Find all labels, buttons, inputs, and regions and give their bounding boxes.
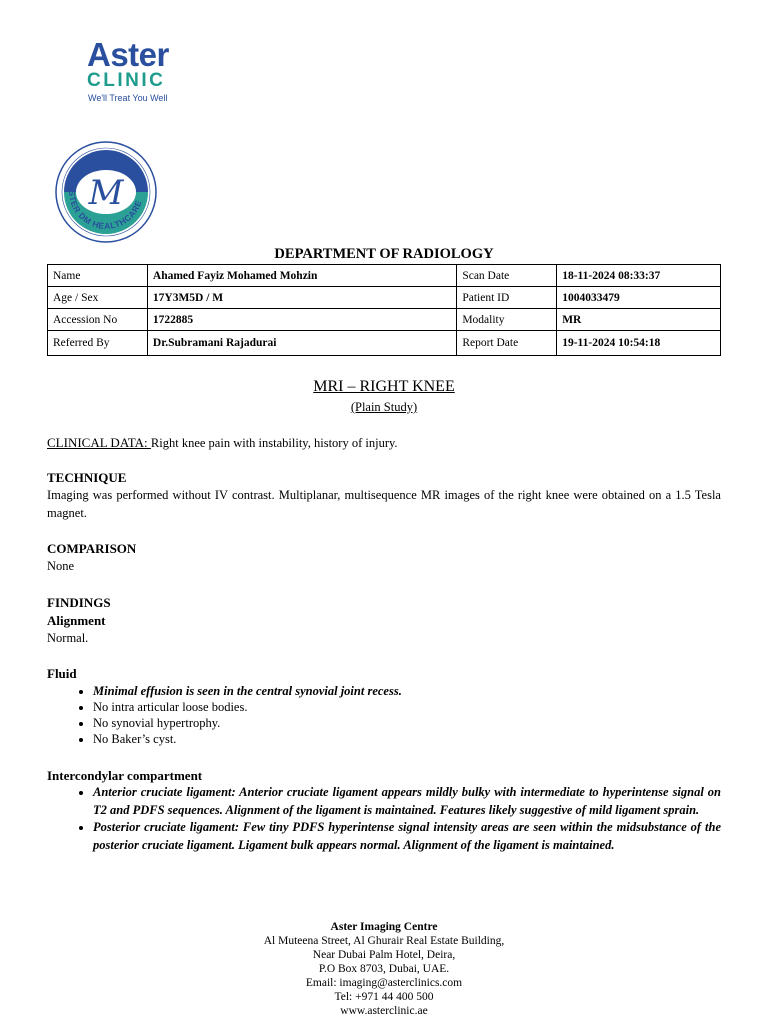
value-referred-by: Dr.Subramani Rajadurai <box>147 331 456 356</box>
footer-address <box>0 920 768 1018</box>
clinical-data <box>47 434 721 453</box>
report-title: MRI – RIGHT KNEE <box>313 378 455 395</box>
clinical-data-text: Right knee pain with instability, history of injury. <box>150 436 398 450</box>
technique-text: Imaging was performed without IV contrast. Multiplanar, multisequence MR images of the right knee were obtained on a 1.5 Tesla magnet. <box>47 488 721 520</box>
intercondylar-heading: Intercondylar compartment <box>47 768 203 783</box>
footer-line: Near Dubai Palm Hotel, Deira, <box>312 949 456 961</box>
value-name: Ahamed Fayiz Mohamed Mohzin <box>147 265 456 287</box>
footer-centre-name: Aster Imaging Centre <box>330 921 438 933</box>
table-row <box>48 309 721 331</box>
label-report-date: Report Date <box>457 331 557 356</box>
footer-tel: Tel: +971 44 400 500 <box>334 991 434 1003</box>
department-title: DEPARTMENT OF RADIOLOGY <box>274 246 494 262</box>
value-scan-date: 18-11-2024 08:33:37 <box>557 265 721 287</box>
brand-logo-clinic: CLINIC <box>87 70 166 91</box>
list-item: • No Baker’s cyst. <box>93 731 721 747</box>
table-row <box>48 331 721 356</box>
label-modality: Modality <box>457 309 557 331</box>
label-age-sex: Age / Sex <box>48 287 148 309</box>
fluid-heading: Fluid <box>47 666 77 681</box>
list-item: • Minimal effusion is seen in the central synovial joint recess. <box>93 683 721 699</box>
list-item: • Posterior cruciate ligament: Few tiny PDFS hyperintense signal intensity areas are seen within the midsubstance of the posterior cruciate ligament. Ligament bulk appears normal. Alignment of the ligament is maintained. <box>93 819 721 854</box>
value-modality: MR <box>557 309 721 331</box>
findings-heading: FINDINGS <box>47 595 111 610</box>
seal-text: ASTER DM HEALTHCARE <box>67 183 144 231</box>
seal-letter: M <box>88 173 124 213</box>
aster-dm-healthcare-seal-icon <box>54 140 158 244</box>
comparison-heading: COMPARISON <box>47 541 137 556</box>
value-accession: 1722885 <box>147 309 456 331</box>
list-item: • No synovial hypertrophy. <box>93 715 721 731</box>
value-age-sex: 17Y3M5D / M <box>147 287 456 309</box>
value-report-date: 19-11-2024 10:54:18 <box>557 331 721 356</box>
fluid-list <box>47 683 721 747</box>
list-item: • No intra articular loose bodies. <box>93 699 721 715</box>
intercondylar-list <box>47 784 721 854</box>
patient-info-table <box>47 264 721 356</box>
table-row <box>48 287 721 309</box>
footer-line: P.O Box 8703, Dubai, UAE. <box>318 963 450 975</box>
technique-heading: TECHNIQUE <box>47 470 127 485</box>
footer-line: Al Muteena Street, Al Ghurair Real Estate Building, <box>263 935 505 947</box>
brand-logo-aster: Aster <box>87 36 169 73</box>
alignment-heading: Alignment <box>47 613 106 628</box>
table-row <box>48 265 721 287</box>
label-patient-id: Patient ID <box>457 287 557 309</box>
report-subtitle: (Plain Study) <box>350 400 418 414</box>
clinical-data-label: CLINICAL DATA: <box>47 435 151 450</box>
list-item: • Anterior cruciate ligament: Anterior cruciate ligament appears mildly bulky with intermediate to hyperintense signal on T2 and PDFS sequences. Alignment of the ligament is maintained. Features likely suggestive of mild ligament sprain. <box>93 784 721 819</box>
label-referred-by: Referred By <box>48 331 148 356</box>
value-patient-id: 1004033479 <box>557 287 721 309</box>
label-name: Name <box>48 265 148 287</box>
footer-web: www.asterclinic.ae <box>340 1005 428 1017</box>
footer-email: Email: imaging@asterclinics.com <box>305 977 463 989</box>
alignment-text: Normal. <box>47 631 89 645</box>
comparison-text: None <box>47 559 75 573</box>
label-accession: Accession No <box>48 309 148 331</box>
brand-tagline: We'll Treat You Well <box>88 93 168 103</box>
label-scan-date: Scan Date <box>457 265 557 287</box>
